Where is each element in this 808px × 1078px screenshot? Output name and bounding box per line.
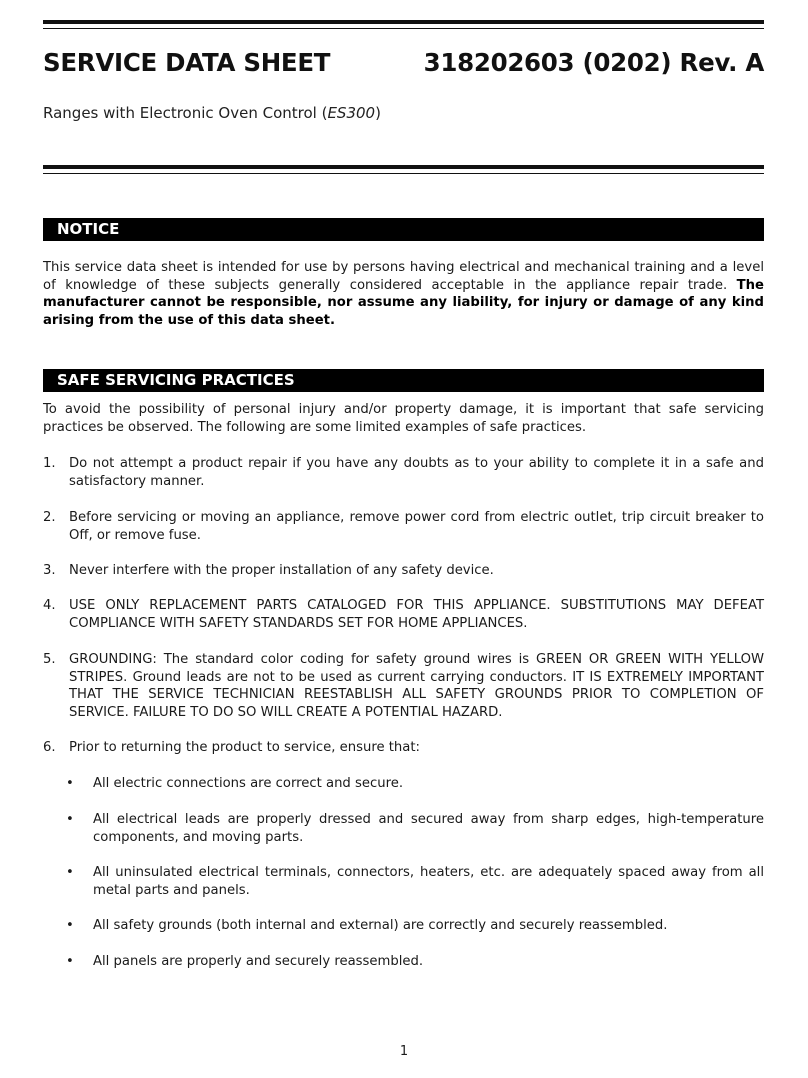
bullet-item: [66, 917, 764, 935]
bullet-text: All uninsulated electrical terminals, connectors, heaters, etc. are adequately spaced away from all metal parts and panels.: [93, 865, 764, 898]
bullet-item: [66, 864, 764, 899]
bullet-item: [66, 953, 764, 971]
model-number: ES300: [327, 104, 376, 122]
list-item-text: Do not attempt a product repair if you have any doubts as to your ability to complete it in a safe and satisfactory manner.: [69, 456, 764, 489]
list-item-text: Never interfere with the proper installation of any safety device.: [69, 563, 494, 578]
bullet-point: •: [66, 812, 74, 827]
bullet-point: •: [66, 954, 74, 969]
list-item: [43, 509, 764, 544]
top-rule-thin: [43, 28, 764, 29]
bullet-text: All panels are properly and securely reassembled.: [93, 954, 424, 969]
list-item: [43, 739, 764, 757]
list-item: [43, 562, 764, 580]
bullet-text: All electrical leads are properly dressed and secured away from sharp edges, high-temperature components, and moving parts.: [93, 812, 764, 845]
bullet-item: [66, 811, 764, 846]
subtitle-close: ): [375, 104, 381, 122]
document-subtitle: [43, 104, 381, 122]
page-number: 1: [399, 1044, 409, 1059]
bullet-point: •: [66, 865, 74, 880]
bullet-item: [66, 775, 764, 793]
list-item-number: 3.: [43, 563, 56, 578]
list-item: [43, 651, 764, 721]
list-item-text: USE ONLY REPLACEMENT PARTS CATALOGED FOR THIS APPLIANCE. SUBSTITUTIONS MAY DEFEAT COMPLIANCE WITH SAFETY STANDARDS SET FOR HOME APPLIANCES.: [69, 598, 764, 631]
notice-liability-text: The manufacturer cannot be responsible, nor assume any liability, for injury or damage of any kind arising from the use of this data sheet.: [43, 277, 764, 328]
list-item-number: 1.: [43, 456, 56, 471]
list-item: [43, 455, 764, 490]
top-rule-thick: [43, 20, 764, 24]
notice-text: This service data sheet is intended for use by persons having electrical and mechanical training and a level of knowledge of these subjects generally considered acceptable in the appliance repair trade.: [43, 260, 764, 293]
list-item-text: Prior to returning the product to service, ensure that:: [69, 740, 420, 755]
bullet-text: All electric connections are correct and secure.: [93, 776, 404, 791]
notice-heading: NOTICE: [43, 218, 764, 241]
safe-practices-intro: To avoid the possibility of personal injury and/or property damage, it is important that safe servicing practices be observed. The following are some limited examples of safe practices.: [43, 402, 764, 435]
bullet-point: •: [66, 776, 74, 791]
header-rule-thin: [43, 173, 764, 174]
list-item: [43, 597, 764, 632]
list-item-number: 2.: [43, 510, 56, 525]
header-rule-thick: [43, 165, 764, 169]
list-item-number: 6.: [43, 740, 56, 755]
document-title: SERVICE DATA SHEET: [43, 48, 331, 77]
safe-practices-heading: SAFE SERVICING PRACTICES: [43, 369, 764, 392]
document-number: 318202603 (0202) Rev. A: [423, 48, 764, 77]
notice-paragraph: [43, 259, 764, 329]
title-row: [43, 48, 764, 77]
list-item-text: GROUNDING: The standard color coding for safety ground wires is GREEN OR GREEN WITH YELLOW STRIPES. Ground leads are not to be used as current carrying conductors. IT IS EXTREMELY IMPORTANT THAT THE SERVICE TECHNICIAN REESTABLISH ALL SAFETY GROUNDS PRIOR TO COMPLETION OF SERVICE. FAILURE TO DO SO WILL CREATE A POTENTIAL HAZARD.: [69, 652, 764, 720]
bullet-text: All safety grounds (both internal and external) are correctly and securely reassembled.: [93, 918, 668, 933]
subtitle-text: Ranges with Electronic Oven Control (: [43, 104, 328, 122]
list-item-text: Before servicing or moving an appliance, remove power cord from electric outlet, trip circuit breaker to Off, or remove fuse.: [69, 510, 764, 543]
list-item-number: 5.: [43, 652, 56, 667]
bullet-point: •: [66, 918, 74, 933]
list-item-number: 4.: [43, 598, 56, 613]
